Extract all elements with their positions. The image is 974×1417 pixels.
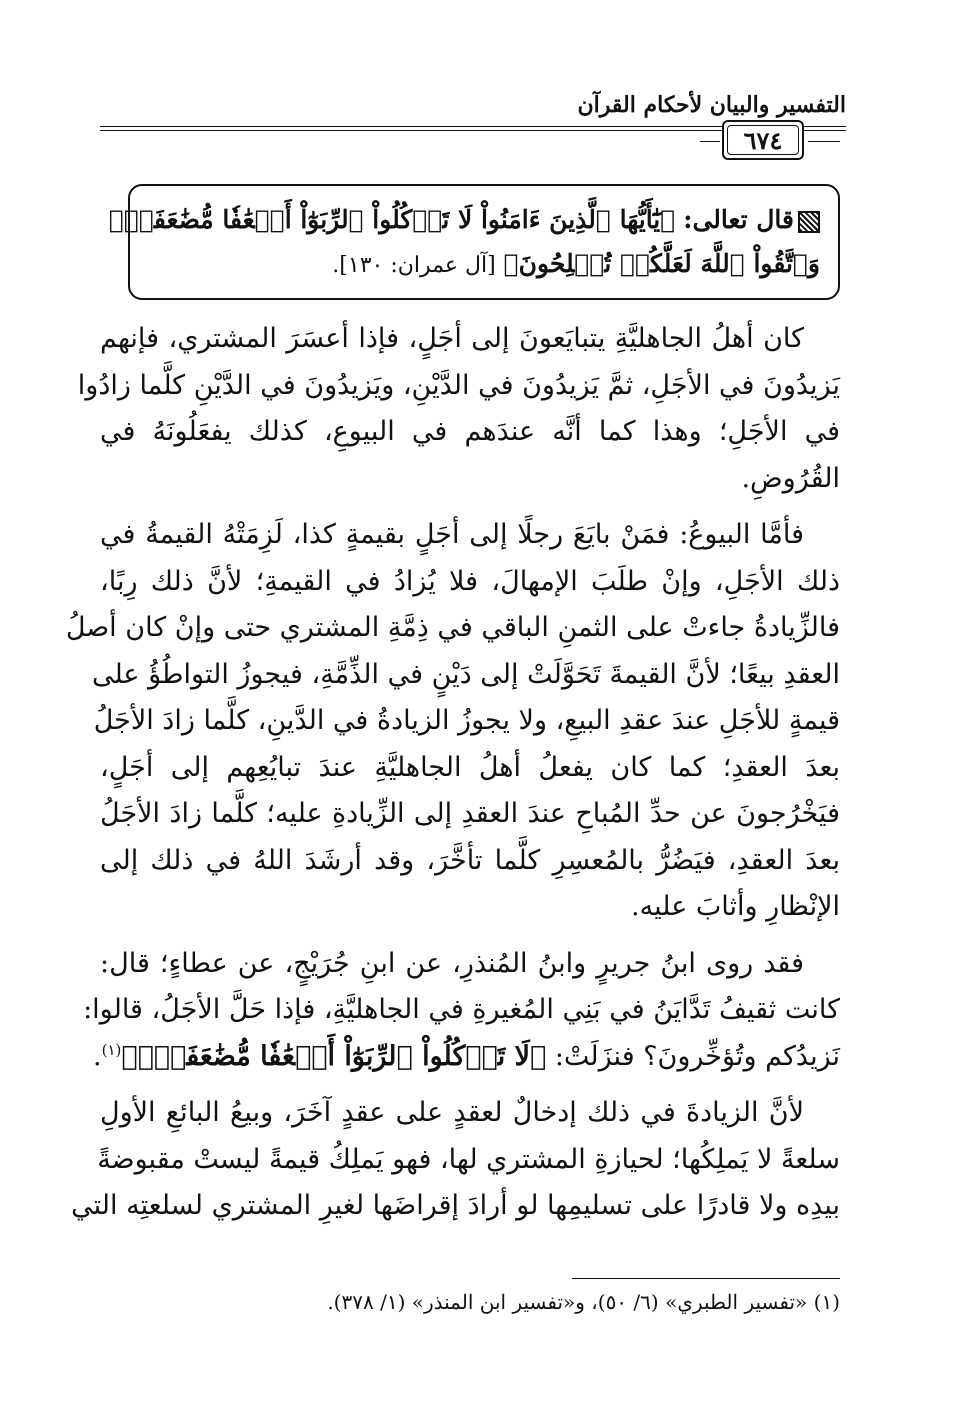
- verse-text-part2: وَٱتَّقُواْ ٱللَّهَ لَعَلَّكُمۡ تُفۡلِحُونَ﴾: [503, 249, 820, 278]
- text-line: في الأجَلِ؛ وهذا كما أنَّه عندَهم في البيوعِ، كذلك يفعَلُونَهُ في: [100, 416, 841, 447]
- ornament-icon: [798, 211, 820, 233]
- paragraph-4: [71, 1090, 840, 1230]
- page-number-text: ٦٧٤: [743, 125, 783, 155]
- paragraph-1: [77, 316, 841, 502]
- text-line: العقدِ بيعًا؛ لأنَّ القيمةَ تَحَوَّلَتْ إلى دَيْنٍ في الذِّمَّةِ، فيجوزُ التواطُؤُ على: [91, 658, 840, 690]
- verse-line-2: [148, 242, 820, 288]
- verse-box: [108, 184, 840, 300]
- text-line: كان أهلُ الجاهليَّةِ يتبايَعونَ إلى أجَلٍ، فإذا أعسَرَ المشتري، فإنهم: [100, 323, 805, 354]
- text-line: كانت ثقيفُ تَدَّايَنُ في بَنِي المُغيرةِ في الجاهليَّةِ، فإذا حَلَّ الأجَلُ، قالوا:: [83, 994, 840, 1025]
- text-line: بعدَ العقدِ، فيَضُرُّ بالمُعسِرِ كلَّما تأخَّرَ، وقد أرشَدَ اللهُ في ذلك إلى: [100, 844, 840, 876]
- text-line: الإنْظارِ وأثابَ عليه.: [631, 891, 840, 922]
- text-line: فيَخْرُجونَ عن حدِّ المُباحِ عندَ العقدِ إلى الزِّيادةِ عليه؛ كلَّما زادَ الأجَلُ: [100, 798, 840, 829]
- running-header-title: التفسير والبيان لأحكام القرآن: [577, 92, 846, 118]
- text-line: ذلك الأجَلِ، وإنْ طلَبَ الإمهالَ، فلا يُزادُ في القيمةِ؛ لأنَّ ذلك رِبًا،: [100, 565, 840, 597]
- text-line: سلعةً لا يَملِكُها؛ لحيازةِ المشتري لها، فهو يَملِكُ قيمةً ليستْ مقبوضةً: [97, 1143, 840, 1175]
- quran-quote: ﴿لَا تَأۡكُلُواْ ٱلرِّبَوٰٓاْ أَضۡعَٰفٗا مُّضَٰعَفَةٗۖ﴾: [121, 1040, 547, 1072]
- verse-line-1: [108, 198, 820, 242]
- footnote-marker: (١): [101, 1040, 122, 1059]
- footnote: (١) «تفسير الطبري» (٦/ ٥٠)، و«تفسير ابن المنذر» (١/ ٣٧٨).: [327, 1290, 840, 1314]
- text-line: القُرُوضِ.: [741, 462, 840, 494]
- text-line: فأمَّا البيوعُ: فمَنْ بايَعَ رجلًا إلى أجَلٍ بقيمةٍ كذا، لَزِمَتْهُ القيمةُ في: [100, 519, 804, 550]
- page-number-rule-left: [700, 141, 720, 142]
- text-line: نَزيدُكم وتُؤخِّرونَ؟ فنزَلَتْ: ﴿لَا تَأۡكُلُواْ ٱلرِّبَوٰٓاْ أَضۡعَٰفٗا مُّضَٰعَفَةٗۖ﴾$^{(١)}$.: [93, 1040, 840, 1072]
- quote-lead: نَزيدُكم وتُؤخِّرونَ؟ فنزَلَتْ:: [554, 1040, 840, 1072]
- text-line: بعدَ العقدِ؛ كما كان يفعلُ أهلُ الجاهليَّةِ عندَ تبايُعِهم إلى أجَلٍ،: [100, 751, 840, 783]
- verse-text-part1: ﴿يَٰٓأَيُّهَا ٱلَّذِينَ ءَامَنُواْ لَا تَأۡكُلُواْ ٱلرِّبَوٰٓاْ أَضۡعَٰفٗا مُّضَٰعَفَةٗۖ: [108, 205, 676, 234]
- text-line: قيمةٍ للأجَلِ عندَ عقدِ البيعِ، ولا يجوزُ الزيادةُ في الدَّينِ، كلَّما زادَ الأجَلُ: [93, 705, 840, 736]
- verse-lead: قال تعالى:: [683, 205, 794, 234]
- page-number: [722, 120, 804, 160]
- paragraph-3: [83, 941, 840, 1081]
- paragraph-2: [65, 512, 840, 931]
- text-line: بيدِه ولا قادرًا على تسليمِها لو أرادَ إقراضَها لغيرِ المشتري لسلعتِه التي: [71, 1190, 840, 1221]
- body-text: [65, 316, 841, 1230]
- text-line: فقد روى ابنُ جريرٍ وابنُ المُنذرِ، عن ابنِ جُرَيْجٍ، عن عطاءٍ؛ قال:: [100, 947, 804, 979]
- text-line: يَزيدُونَ في الأجَلِ، ثمَّ يَزيدُونَ في الدَّيْنِ، ويَزيدُونَ في الدَّيْنِ كلَّما زادُوا: [77, 369, 840, 401]
- verse-reference: [آل عمران: ١٣٠].: [332, 253, 496, 278]
- text-line: لأنَّ الزيادةَ في ذلك إدخالٌ لعقدٍ على عقدٍ آخَرَ، وبيعُ البائعِ الأولِ: [100, 1097, 804, 1128]
- page-number-rule-right: [808, 141, 840, 142]
- text-line: فالزِّيادةُ جاءتْ على الثمنِ الباقي في ذِمَّةِ المشتري حتى وإنْ كان أصلُ: [65, 612, 840, 643]
- footnote-rule: [572, 1278, 840, 1279]
